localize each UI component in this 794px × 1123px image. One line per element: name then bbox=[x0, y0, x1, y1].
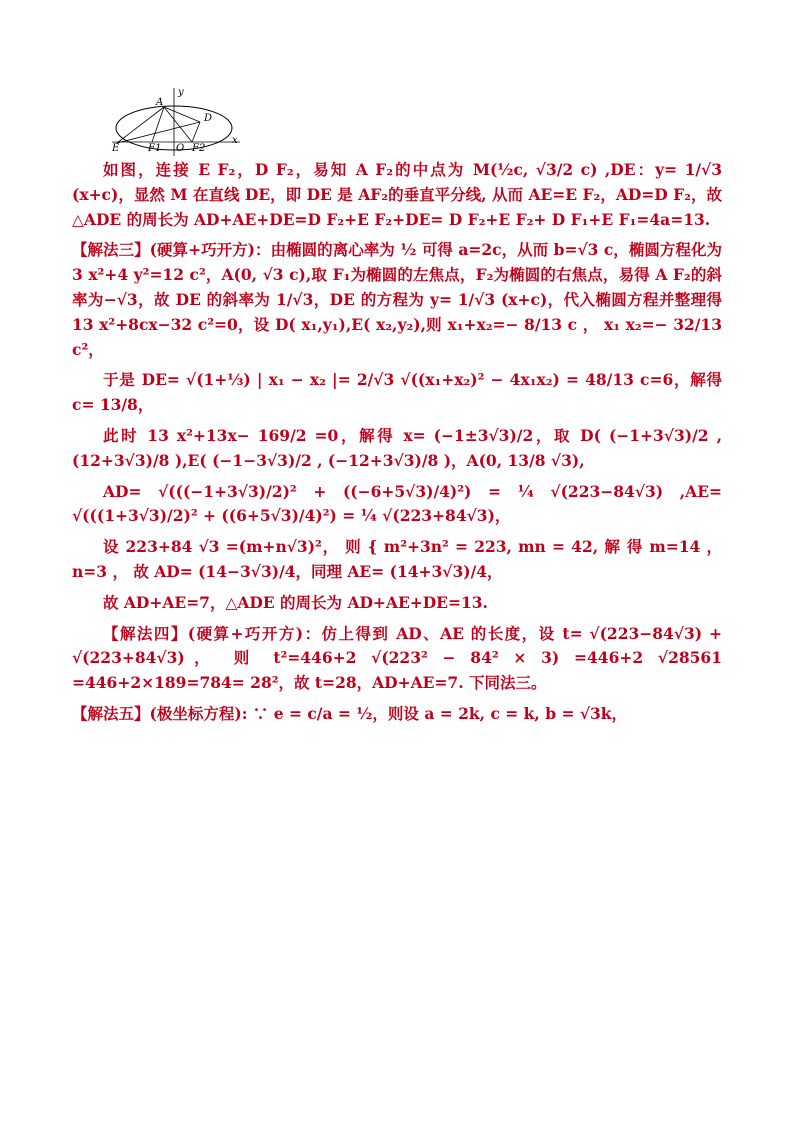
ellipse-figure bbox=[112, 86, 242, 158]
heading-method3: 【解法三】 bbox=[72, 240, 150, 260]
paragraph-method4: 【解法四】(硬算+巧开方)：仿上得到 AD、AE 的长度，设 t= √(223−84√3) + √(223+84√3)， 则 t²=446+2 √(223² − 84² × 3) =446+2 √28561 =446+2×189=784= 28²，故 t=28，AD+AE=7. 下同法三。 bbox=[72, 623, 722, 693]
paragraph-de-length: 于是 DE= √(1+⅓) | x₁ − x₂ |= 2/√3 √((x₁+x₂)² − 4x₁x₂) = 48/13 c=6，解得 c= 13/8， bbox=[72, 370, 722, 415]
paragraph-solve-points: 此时 13 x²+13x− 169/2 =0，解得 x= (−1±3√3)/2，取 D( (−1+3√3)/2 , (12+3√3)/8 ),E( (−1−3√3)/2 , (−12+3√3)/8 )，A(0, 13/8 √3), bbox=[72, 425, 722, 470]
label-O: O bbox=[176, 143, 185, 154]
document-page bbox=[72, 86, 722, 733]
label-E: E bbox=[112, 143, 120, 154]
label-x: x bbox=[232, 135, 238, 146]
paragraph-ad-ae: AD= √(((−1+3√3)/2)² + ((−6+5√3)/4)²) = ¼ √(223−84√3) ,AE= √(((1+3√3)/2)² + ((6+5√3)/4)²) = ¼ √(223+84√3)， bbox=[72, 481, 722, 526]
paragraph-nested-radical: 设 223+84 √3 =(m+n√3)²， 则 { m²+3n² = 223, mn = 42, 解 得 m=14 ， n=3 ， 故 AD= (14−3√3)/4，同理 AE= (14+3√3)/4， bbox=[72, 537, 722, 581]
label-D: D bbox=[204, 113, 213, 124]
heading-method4: 【解法四】 bbox=[103, 623, 188, 643]
heading-method5: 【解法五】 bbox=[72, 703, 150, 723]
label-F1: F1 bbox=[148, 143, 162, 154]
label-F2: F2 bbox=[192, 143, 206, 154]
label-A: A bbox=[156, 97, 164, 108]
paragraph-method2: 如图，连接 E F₂，D F₂，易知 A F₂的中点为 M(½c, √3/2 c) ,DE：y= 1/√3 (x+c)，显然 M 在直线 DE，即 DE 是 AF₂的垂直平分线, 从而 AE=E F₂，AD=D F₂，故△ADE 的周长为 AD+AE+DE=D F₂+E F₂+DE= D F₂+E F₂+ D F₁+E F₁=4a=13. bbox=[72, 160, 722, 229]
paragraph-perimeter: 故 AD+AE=7，△ADE 的周长为 AD+AE+DE=13. bbox=[103, 592, 488, 612]
heading-method5-title: (极坐标方程) bbox=[149, 703, 242, 723]
paragraph-method3: 【解法三】(硬算+巧开方)：由椭圆的离心率为 ½ 可得 a=2c，从而 b=√3 c，椭圆方程化为 3 x²+4 y²=12 c²，A(0, √3 c),取 F₁为椭圆的左焦点，F₂为椭圆的右焦点，易得 A F₂的斜率为−√3，故 DE 的斜率为 1/√3，DE 的方程为 y= 1/√3 (x+c)，代入椭圆方程并整理得 13 x²+8cx−32 c²=0，设 D( x₁,y₁),E( x₂,y₂),则 x₁+x₂=− 8/13 c ， x₁ x₂=− 32/13 c²， bbox=[72, 240, 722, 359]
paragraph-method5: 【解法五】(极坐标方程): ∵ e = c/a = ½，则设 a = 2k, c = k, b = √3k， bbox=[72, 703, 628, 723]
label-y: y bbox=[178, 87, 184, 98]
